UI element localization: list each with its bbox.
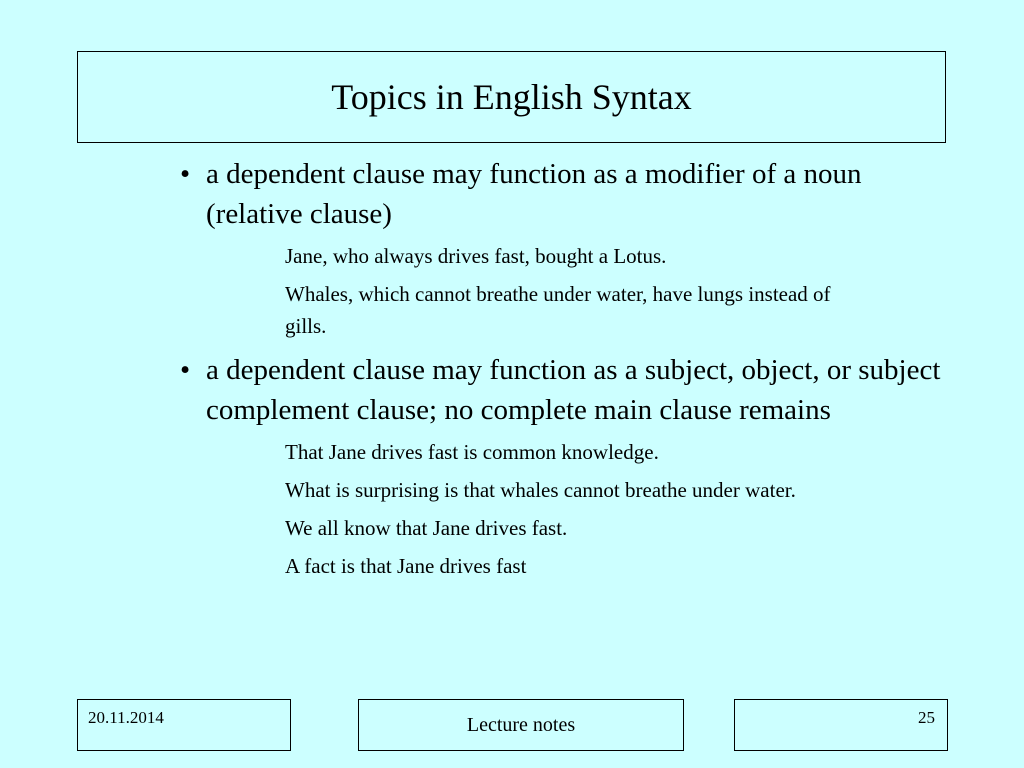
example-sentence: What is surprising is that whales cannot breathe under water. [285,478,796,502]
example-list [285,436,865,582]
bullet-item [180,350,950,430]
bullet-icon: • [180,354,191,386]
bullet-text: a dependent clause may function as a subject, object, or subject complement clause; no complete main clause remains [206,354,941,426]
example-sentence: Whales, which cannot breathe under water, have lungs instead of gills. [285,282,831,338]
example-sentence: A fact is that Jane drives fast [285,554,527,578]
footer-center-label: Lecture notes [358,699,684,751]
bullet-text: a dependent clause may function as a modifier of a noun (relative clause) [206,158,862,230]
footer-date: 20.11.2014 [77,699,291,751]
example-sentence: That Jane drives fast is common knowledge. [285,440,659,464]
bullet-item [180,154,950,234]
title-box [77,51,946,143]
example-sentence: Jane, who always drives fast, bought a Lotus. [285,244,667,268]
example-sentence: We all know that Jane drives fast. [285,516,568,540]
slide-content [180,154,950,582]
example-list [285,240,865,342]
page-number: 25 [734,699,948,751]
bullet-icon: • [180,158,191,190]
slide-title: Topics in English Syntax [331,77,692,117]
